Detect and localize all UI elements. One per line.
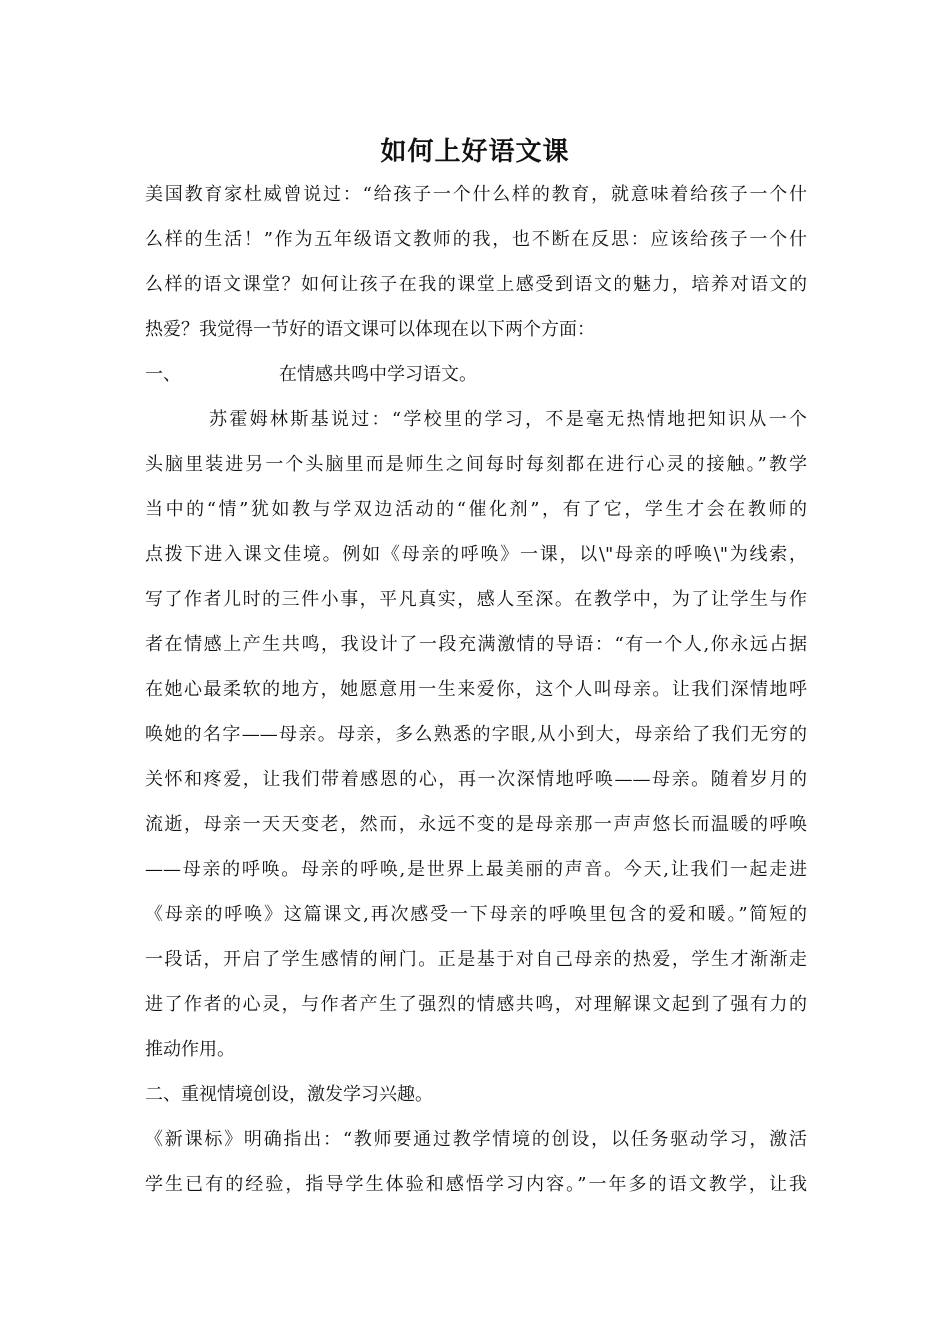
text-line: 者在情感上产生共鸣，我设计了一段充满激情的导语：“有一个人,你永远占据 (145, 634, 807, 655)
text-line: 美国教育家杜威曾说过：“给孩子一个什么样的教育，就意味着给孩子一个什 (145, 184, 807, 205)
section-number: 一、 (145, 364, 181, 385)
section-heading-two: 二、重视情境创设，激发学习兴趣。 (145, 1084, 433, 1105)
text-line: 唤她的名字——母亲。母亲，多么熟悉的字眼,从小到大，母亲给了我们无穷的 (145, 724, 807, 745)
text-line: 当中的“情”犹如教与学双边活动的“催化剂”，有了它，学生才会在教师的 (145, 499, 807, 520)
text-line: 学生已有的经验，指导学生体验和感悟学习内容。”一年多的语文教学，让我 (145, 1174, 807, 1195)
section-heading-text: 在情感共鸣中学习语文。 (279, 364, 477, 385)
text-line: 苏霍姆林斯基说过：“学校里的学习，不是毫无热情地把知识从一个 (145, 409, 807, 430)
text-line: ——母亲的呼唤。母亲的呼唤,是世界上最美丽的声音。今天,让我们一起走进 (145, 859, 807, 880)
text-line: 《母亲的呼唤》这篇课文,再次感受一下母亲的呼唤里包含的爱和暖。”简短的 (145, 904, 807, 925)
text-line: 点拨下进入课文佳境。例如《母亲的呼唤》一课，以\"母亲的呼唤\"为线索， (145, 544, 807, 565)
text-line: 写了作者儿时的三件小事，平凡真实，感人至深。在教学中，为了让学生与作 (145, 589, 807, 610)
text-line: 推动作用。 (145, 1039, 235, 1060)
text-line: 热爱？我觉得一节好的语文课可以体现在以下两个方面： (145, 319, 595, 340)
text-line: 关怀和疼爱，让我们带着感恩的心，再一次深情地呼唤——母亲。随着岁月的 (145, 769, 807, 790)
document-title: 如何上好语文课 (380, 137, 570, 167)
document-body (145, 172, 807, 1207)
text-line: 《新课标》明确指出：“教师要通过教学情境的创设，以任务驱动学习，激活 (145, 1129, 807, 1150)
paragraph-intro (145, 172, 807, 352)
text-line: 流逝，母亲一天天变老，然而，永远不变的是母亲那一声声悠长而温暖的呼唤 (145, 814, 807, 835)
text-line: 一段话，开启了学生感情的闸门。正是基于对自己母亲的热爱，学生才渐渐走 (145, 949, 807, 970)
text-line: 么样的生活！”作为五年级语文教师的我，也不断在反思：应该给孩子一个什 (145, 229, 807, 250)
paragraph-section-one (145, 397, 807, 1072)
text-line: 进了作者的心灵，与作者产生了强烈的情感共鸣，对理解课文起到了强有力的 (145, 994, 807, 1015)
section-heading-one (145, 352, 807, 397)
paragraph-section-two (145, 1117, 807, 1207)
text-line: 头脑里装进另一个头脑里而是师生之间每时每刻都在进行心灵的接触。”教学 (145, 454, 807, 475)
text-line: 么样的语文课堂？如何让孩子在我的课堂上感受到语文的魅力，培养对语文的 (145, 274, 807, 295)
text-line: 在她心最柔软的地方，她愿意用一生来爱你，这个人叫母亲。让我们深情地呼 (145, 679, 807, 700)
